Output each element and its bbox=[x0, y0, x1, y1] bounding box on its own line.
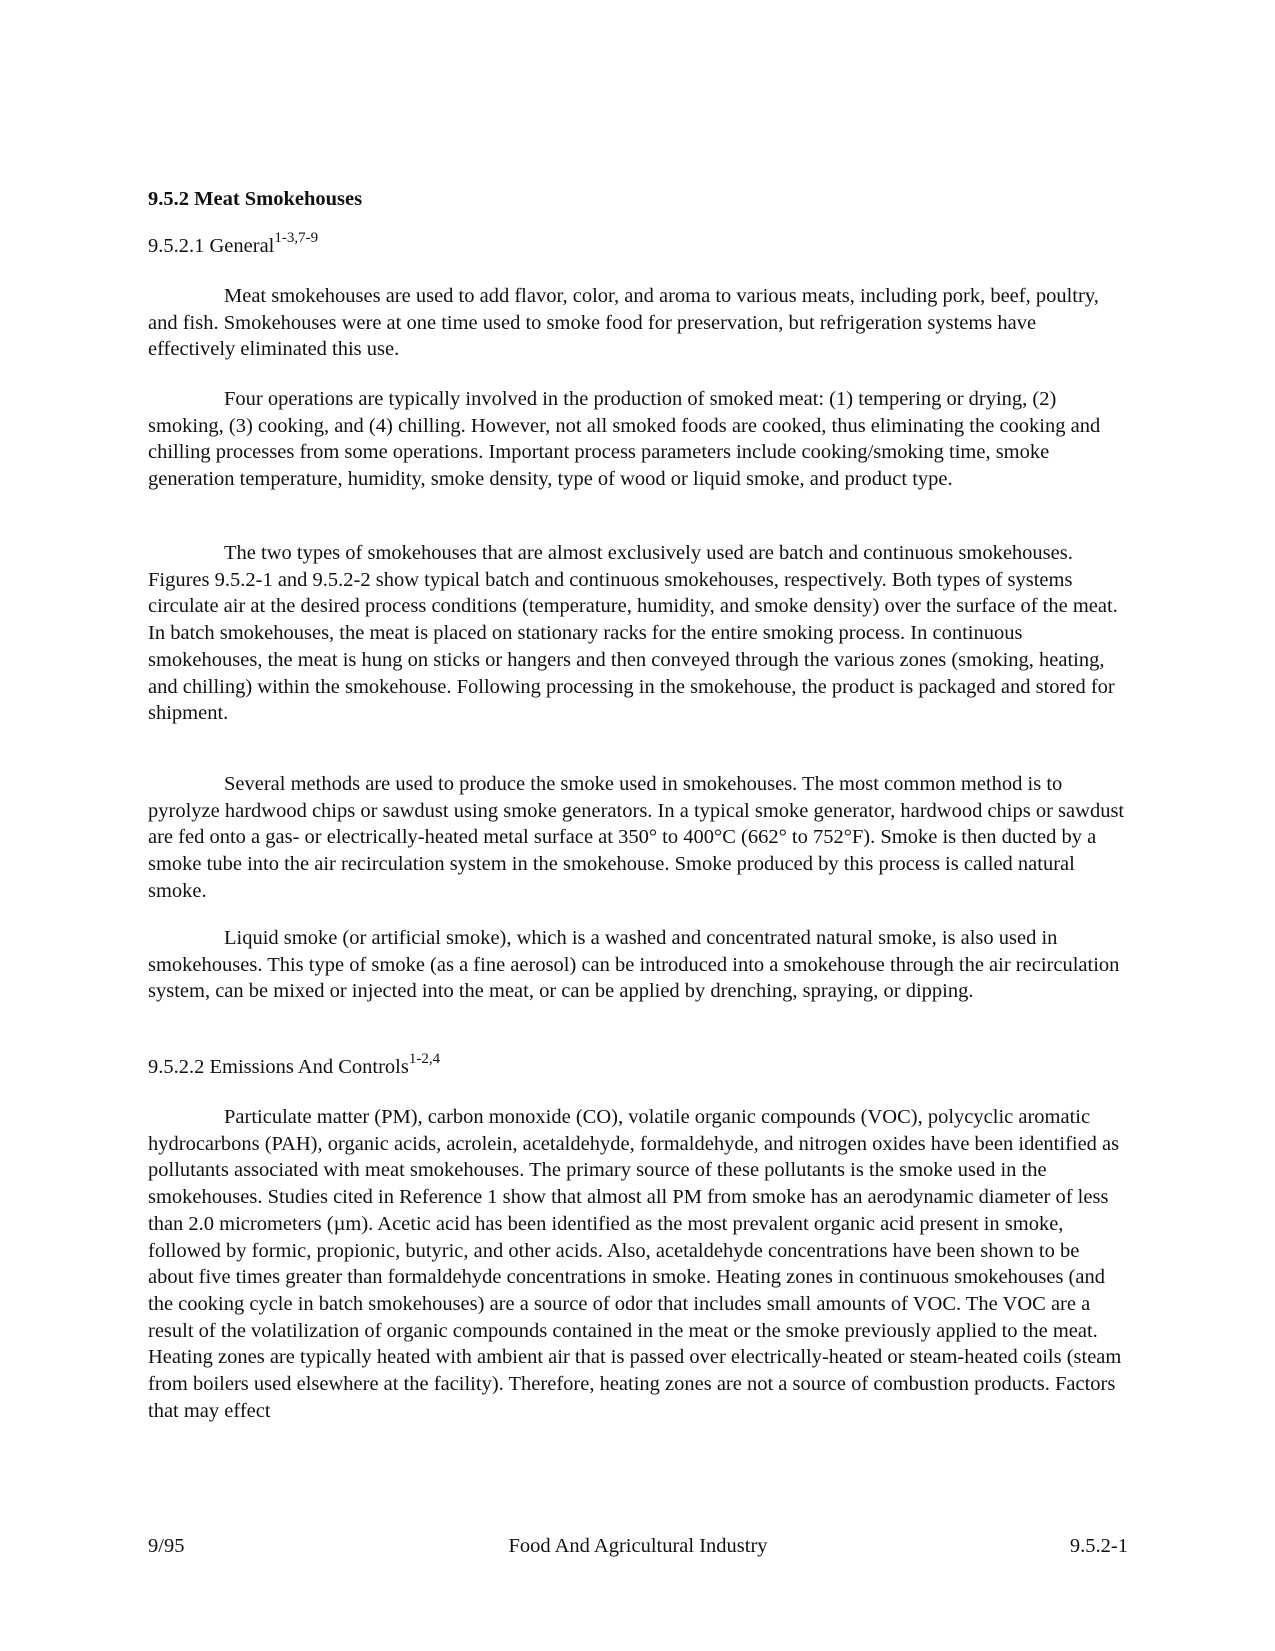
subsection-heading-general bbox=[148, 232, 318, 258]
page-footer bbox=[148, 1535, 1128, 1561]
paragraph-1: Meat smokehouses are used to add flavor, color, and aroma to various meats, including pork, beef, poultry, and fish. Smokehouses were at one time used to smoke food for preservation, but refrigeration systems have effectively eliminated this use. bbox=[148, 285, 1099, 361]
paragraph-4: Several methods are used to produce the smoke used in smokehouses. The most common method is to pyrolyze hardwood chips or sawdust using smoke generators. In a typical smoke generator, hardwood chips or sawdust are fed onto a gas- or electrically-heated metal surface at 350° to 400°C (662° to 752°F). Smoke is then ducted by a smoke tube into the air recirculation system in the smokehouse. Smoke produced by this process is called natural smoke. bbox=[148, 773, 1125, 902]
footer-chapter-title: Food And Agricultural Industry bbox=[508, 1535, 768, 1557]
section-title: 9.5.2 Meat Smokehouses bbox=[148, 188, 363, 210]
subsection-heading-general-label: 9.5.2.1 General bbox=[148, 234, 275, 257]
paragraph-5: Liquid smoke (or artificial smoke), which is a washed and concentrated natural smoke, is also used in smokehouses. This type of smoke (as a fine aerosol) can be introduced into a smokehouse through the air recirculation system, can be mixed or injected into the meat, or can be applied by drenching, spraying, or dipping. bbox=[148, 927, 1120, 1003]
paragraph-3: The two types of smokehouses that are almost exclusively used are batch and continuous smokehouses. Figures 9.5.2-1 and 9.5.2-2 show typical batch and continuous smokehouses, respectively. Both types of systems circulate air at the desired process conditions (temperature, humidity, and smoke density) over the surface of the meat. In batch smokehouses, the meat is placed on stationary racks for the entire smoking process. In continuous smokehouses, the meat is hung on sticks or hangers and then conveyed through the various zones (smoking, heating, and chilling) within the smokehouse. Following processing in the smokehouse, the product is packaged and stored for shipment. bbox=[148, 542, 1118, 725]
footer-page-number: 9.5.2-1 bbox=[1069, 1535, 1128, 1557]
subsection-heading-general-refs: 1-3,7-9 bbox=[274, 230, 319, 246]
paragraph-6: Particulate matter (PM), carbon monoxide (CO), volatile organic compounds (VOC), polycyclic aromatic hydrocarbons (PAH), organic acids, acrolein, acetaldehyde, formaldehyde, and nitrogen oxides have been identified as pollutants associated with meat smokehouses. The primary source of these pollutants is the smoke used in the smokehouses. Studies cited in Reference 1 show that almost all PM from smoke has an aerodynamic diameter of less than 2.0 micrometers (µm). Acetic acid has been identified as the most prevalent organic acid present in smoke, followed by formic, propionic, butyric, and other acids. Also, acetaldehyde concentrations have been shown to be about five times greater than formaldehyde concentrations in smoke. Heating zones in continuous smokehouses (and the cooking cycle in batch smokehouses) are a source of odor that includes small amounts of VOC. The VOC are a result of the volatilization of organic compounds contained in the meat or the smoke previously applied to the meat. Heating zones are typically heated with ambient air that is passed over electrically-heated or steam-heated coils (steam from boilers used elsewhere at the facility). Therefore, heating zones are not a source of combustion products. Factors that may effect bbox=[148, 1106, 1122, 1422]
document-page bbox=[148, 0, 1128, 1651]
paragraph-2: Four operations are typically involved in the production of smoked meat: (1) tempering or drying, (2) smoking, (3) cooking, and (4) chilling. However, not all smoked foods are cooked, thus eliminating the cooking and chilling processes from some operations. Important process parameters include cooking/smoking time, smoke generation temperature, humidity, smoke density, type of wood or liquid smoke, and product type. bbox=[148, 388, 1101, 491]
subsection-heading-emissions-refs: 1-2,4 bbox=[408, 1051, 441, 1067]
footer-date: 9/95 bbox=[148, 1535, 185, 1557]
subsection-heading-emissions bbox=[148, 1053, 440, 1079]
subsection-heading-emissions-label: 9.5.2.2 Emissions And Controls bbox=[148, 1055, 409, 1078]
